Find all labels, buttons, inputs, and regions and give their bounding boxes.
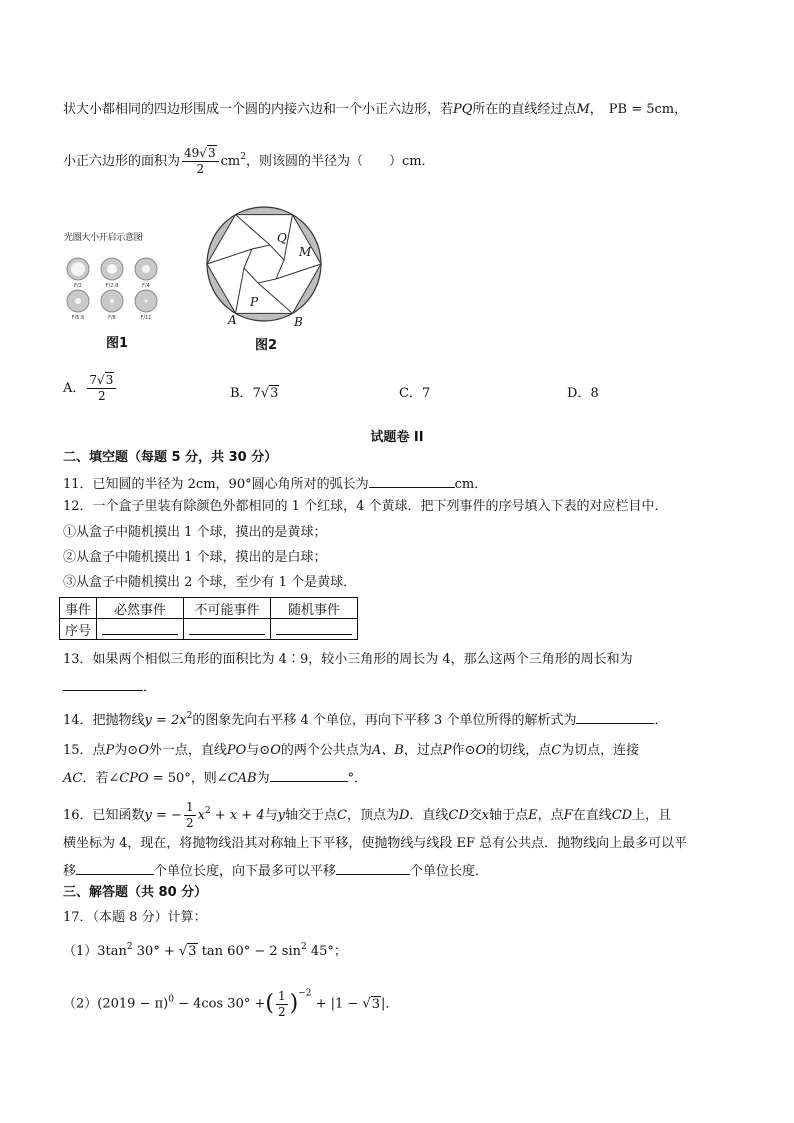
q16-t4: ，顶点为 — [346, 808, 399, 823]
figure-2 — [200, 200, 350, 340]
q15-t6: ，过点 — [403, 743, 443, 758]
q10-text-b: 所在的直线经过点 — [472, 102, 577, 117]
q14-text: 14．把抛物线 — [63, 713, 145, 728]
q16-eq2: x — [197, 808, 205, 823]
q17-p2-a: (2019 − π) — [97, 996, 169, 1012]
var-c: C — [551, 743, 562, 758]
aperture-icon-3 — [135, 258, 157, 280]
q17-title: 17．（本题 8 分）计算： — [63, 910, 207, 925]
q10-text: 状大小都相同的四边形围成一个圆的内接六边和一个小正六边形，若 — [63, 102, 454, 117]
q16-t10: 上，且 — [632, 808, 672, 823]
answer-cell[interactable] — [271, 619, 358, 640]
q15-t8: 的切线，点 — [486, 743, 552, 758]
q16-t5: ．直线 — [409, 808, 449, 823]
q16-frac-den: 2 — [185, 816, 194, 830]
q13-text-b: ． — [143, 680, 157, 695]
q16-t8: ，点 — [537, 808, 564, 823]
q15-t13: °． — [347, 771, 368, 786]
q13: 13．如果两个相似三角形的面积比为 4∶9，较小三角形的周长为 4，那么这两个三角形的周长和为 — [63, 652, 633, 667]
q16-eq1: y = − — [144, 808, 182, 823]
section-title: 试题卷 II — [370, 430, 424, 445]
aperture-label: F/5.6 — [71, 315, 85, 321]
answer-cell[interactable] — [184, 619, 271, 640]
var-po: PO — [226, 743, 247, 758]
q17-p2-label: （2） — [63, 996, 98, 1012]
q15-t9: 为切点，连接 — [561, 743, 640, 758]
answer-cell[interactable] — [97, 619, 184, 640]
option-b-label: B． — [230, 386, 253, 401]
q15-t12: 为 — [256, 771, 270, 786]
q14-answer-blank[interactable] — [576, 709, 654, 724]
q15-t7: 作⊙ — [451, 743, 476, 758]
part3-title: 三、解答题（共 80 分） — [63, 885, 208, 900]
aperture-label: F/8 — [108, 315, 116, 321]
q15-t2: 为⊙ — [114, 743, 139, 758]
figure-2-label: 图2 — [255, 338, 278, 353]
option-b-num: 7 — [252, 386, 261, 401]
q16-t12: 个单位长度，向下最多可以平移 — [154, 864, 337, 879]
aperture-icon-5 — [101, 290, 123, 312]
q16-line3 — [63, 860, 488, 881]
table-row — [60, 619, 358, 640]
frac-num: 49 — [184, 146, 200, 160]
q15-t11: = 50°，则∠ — [148, 771, 228, 786]
q16-t1: 16．已知函数 — [63, 808, 145, 823]
q11-text: 11．已知圆的半径为 2cm，90°圆心角所对的弧长为 — [63, 477, 369, 492]
figure-1-title: 光圈大小开启示意图 — [64, 233, 143, 243]
figure-1-label: 图1 — [106, 336, 129, 351]
var-cab: CAB — [227, 771, 257, 786]
area-fraction: $\frac{49√3}{2}$ — [182, 146, 219, 177]
table-header: 必然事件 — [97, 598, 184, 619]
option-a-den: 2 — [98, 389, 106, 403]
var-f: F — [563, 808, 573, 823]
q10-line1 — [63, 101, 687, 119]
var-pq: PQ — [453, 102, 473, 117]
q17-p2-c: + |1 − — [311, 996, 359, 1012]
q11-answer-blank[interactable] — [369, 473, 455, 488]
q16-t6: 交 — [468, 808, 482, 823]
q16-t11: 移 — [63, 864, 77, 879]
var-d: D — [398, 808, 410, 823]
frac-root: 3 — [207, 146, 216, 160]
q10-line2-text-b: ，则该圆的半径为（ ）cm． — [245, 154, 435, 169]
q15-t10: ．若∠ — [82, 771, 120, 786]
var-p: P — [442, 743, 452, 758]
q17-p2-fraction — [276, 989, 288, 1020]
q12-event-3: ③从盒子中随机摸出 2 个球，至少有 1 个是黄球． — [63, 575, 357, 590]
q17-p2-num: 1 — [277, 988, 286, 1003]
q14-equation: y = 2x — [144, 713, 187, 728]
paren-left: ( — [265, 991, 274, 1016]
q17-part2: $(2)(2019 - \pi)^0 - 4\cos$ 30° +( $\frac{1}{2}$ )$^{-2}$ + |1 − √3|． — [63, 988, 399, 1019]
q16-line2: 横坐标为 4，现在，将抛物线沿其对称轴上下平移，使抛物线与线段 EF 总有公共点．抛物线向上最多可以平 — [63, 836, 688, 851]
q16-sq: 2 — [204, 806, 211, 816]
q17-p2-den: 2 — [277, 1004, 286, 1019]
q10-line2 — [63, 145, 435, 179]
paren-right: ) — [289, 991, 299, 1016]
option-c-label: C． — [399, 386, 422, 401]
q14-text-b: 的图象先向右平移 4 个单位，再向下平移 3 个单位所得的解析式为 — [192, 713, 577, 728]
point-a: A — [228, 313, 237, 327]
q16-t13: 个单位长度． — [410, 864, 489, 879]
q11-text-b: cm． — [454, 477, 488, 492]
q17-part1: $(1)3\tan^2$ 30° + √3 tan 60° − 2 $\sin^2 45^\circ$； — [63, 942, 347, 959]
q11 — [63, 473, 487, 494]
q16-eq3: + x + 4 — [210, 808, 265, 823]
var-o: O — [475, 743, 487, 758]
aperture-icon-4 — [67, 290, 89, 312]
var-e: E — [528, 808, 538, 823]
q17-p2-zero: 0 — [168, 994, 174, 1005]
table-header: 随机事件 — [271, 598, 358, 619]
aperture-icon-2 — [101, 258, 123, 280]
option-b-root: 3 — [270, 386, 279, 401]
q17-p2-e: |． — [381, 996, 399, 1012]
option-a-label: A． — [63, 381, 86, 396]
q17-p2-exp: −2 — [298, 988, 312, 999]
aperture-label: F/2.8 — [105, 283, 119, 289]
point-p: P — [250, 295, 259, 309]
q16 — [63, 800, 671, 831]
q16-t7: 轴于点 — [489, 808, 529, 823]
q17-p2-root: 3 — [371, 996, 381, 1012]
aperture-icon-6 — [135, 290, 157, 312]
answer-blank[interactable] — [102, 620, 178, 635]
q13-answer-blank[interactable] — [63, 676, 143, 691]
q14 — [63, 709, 667, 730]
q17-p2-b: − 4cos 30° + — [173, 996, 266, 1012]
q15 — [63, 742, 639, 760]
q17-p1-b: 30° + — [136, 944, 175, 959]
var-cd: CD — [611, 808, 633, 823]
q12-table — [59, 597, 358, 640]
q15-t3: 外一点，直线 — [148, 743, 227, 758]
q16-t9: 在直线 — [572, 808, 612, 823]
q15-t1: 15．点 — [63, 743, 106, 758]
table-row-label: 序号 — [60, 619, 97, 640]
q17-p1-root: 3 — [188, 944, 197, 959]
var-cd: CD — [448, 808, 469, 823]
aperture-icons — [62, 254, 166, 324]
q12-event-1: ①从盒子中随机摸出 1 个球，摸出的是黄球； — [63, 525, 327, 540]
point-m: M — [299, 245, 312, 259]
var-c: C — [336, 808, 347, 823]
option-c-value: 7 — [421, 386, 431, 401]
figure-1 — [64, 230, 164, 330]
option-a[interactable] — [63, 373, 118, 404]
unit-sq: 2 — [240, 152, 246, 162]
var-ac: AC — [63, 771, 83, 786]
option-d-label: D． — [567, 386, 591, 401]
q16-answer-blank-up[interactable] — [76, 860, 154, 875]
q14-sq: 2 — [186, 711, 193, 721]
q16-frac-num: 1 — [185, 800, 194, 814]
table-header: 不可能事件 — [184, 598, 271, 619]
q16-fraction — [184, 800, 196, 831]
frac-den: 2 — [196, 162, 205, 176]
var-cpo: CPO — [119, 771, 149, 786]
var-ab: A、B — [371, 743, 404, 758]
var-o: O — [138, 743, 149, 758]
aperture-icon-1 — [67, 258, 89, 280]
q17-p1-a: 3tan — [97, 944, 127, 959]
aperture-label: F/4 — [142, 283, 150, 289]
var-x: x — [481, 808, 490, 823]
q15-line2 — [63, 767, 367, 788]
q17-p1-d: tan 60° − 2 sin — [201, 944, 301, 959]
var-p: P — [105, 743, 115, 758]
point-b: B — [294, 315, 303, 329]
q15-t5: 的两个公共点为 — [280, 743, 372, 758]
q15-answer-blank[interactable] — [270, 767, 348, 782]
q10-text-c: ， — [589, 102, 603, 117]
option-c[interactable] — [399, 382, 430, 401]
part2-title: 二、填空题（每题 5 分，共 30 分） — [63, 450, 278, 465]
q12: 12．一个盒子里装有除颜色外都相同的 1 个红球，4 个黄球．把下列事件的序号填入下表的对应栏目中． — [63, 499, 668, 514]
q14-text-c: ． — [654, 713, 668, 728]
var-o: O — [270, 743, 281, 758]
aperture-label: F/11 — [140, 315, 152, 321]
option-a-num: 7 — [89, 373, 98, 387]
answer-blank[interactable] — [189, 620, 265, 635]
option-d-value: 8 — [590, 386, 599, 401]
q16-t2: 与 — [264, 808, 278, 823]
q10-text-e: ， — [674, 102, 688, 117]
option-b[interactable]: B．7√3 — [230, 386, 279, 401]
q10-line2-text: 小正六边形的面积为 — [63, 154, 181, 169]
q13-line2 — [63, 676, 156, 697]
table-header: 事件 — [60, 598, 97, 619]
aperture-label: F/2 — [74, 283, 82, 289]
var-m: M — [576, 102, 590, 117]
option-a-fraction: $\frac{7√3}{2}$ — [87, 373, 116, 404]
option-d[interactable] — [567, 382, 599, 401]
var-y: y — [277, 808, 285, 823]
q15-t4: 与⊙ — [246, 743, 271, 758]
q16-answer-blank-down[interactable] — [336, 860, 410, 875]
q17-p1-e: 45°； — [310, 944, 347, 959]
unit-cm: cm — [220, 154, 241, 169]
q12-event-2: ②从盒子中随机摸出 1 个球，摸出的是白球； — [63, 550, 327, 565]
option-a-root: 3 — [105, 373, 114, 387]
q17-p1-label: （1） — [63, 944, 98, 959]
answer-blank[interactable] — [276, 620, 352, 635]
table-row — [60, 598, 358, 619]
q16-t3: 轴交于点 — [284, 808, 337, 823]
q10-pb: PB = 5cm — [608, 102, 675, 117]
point-q: Q — [277, 231, 287, 245]
